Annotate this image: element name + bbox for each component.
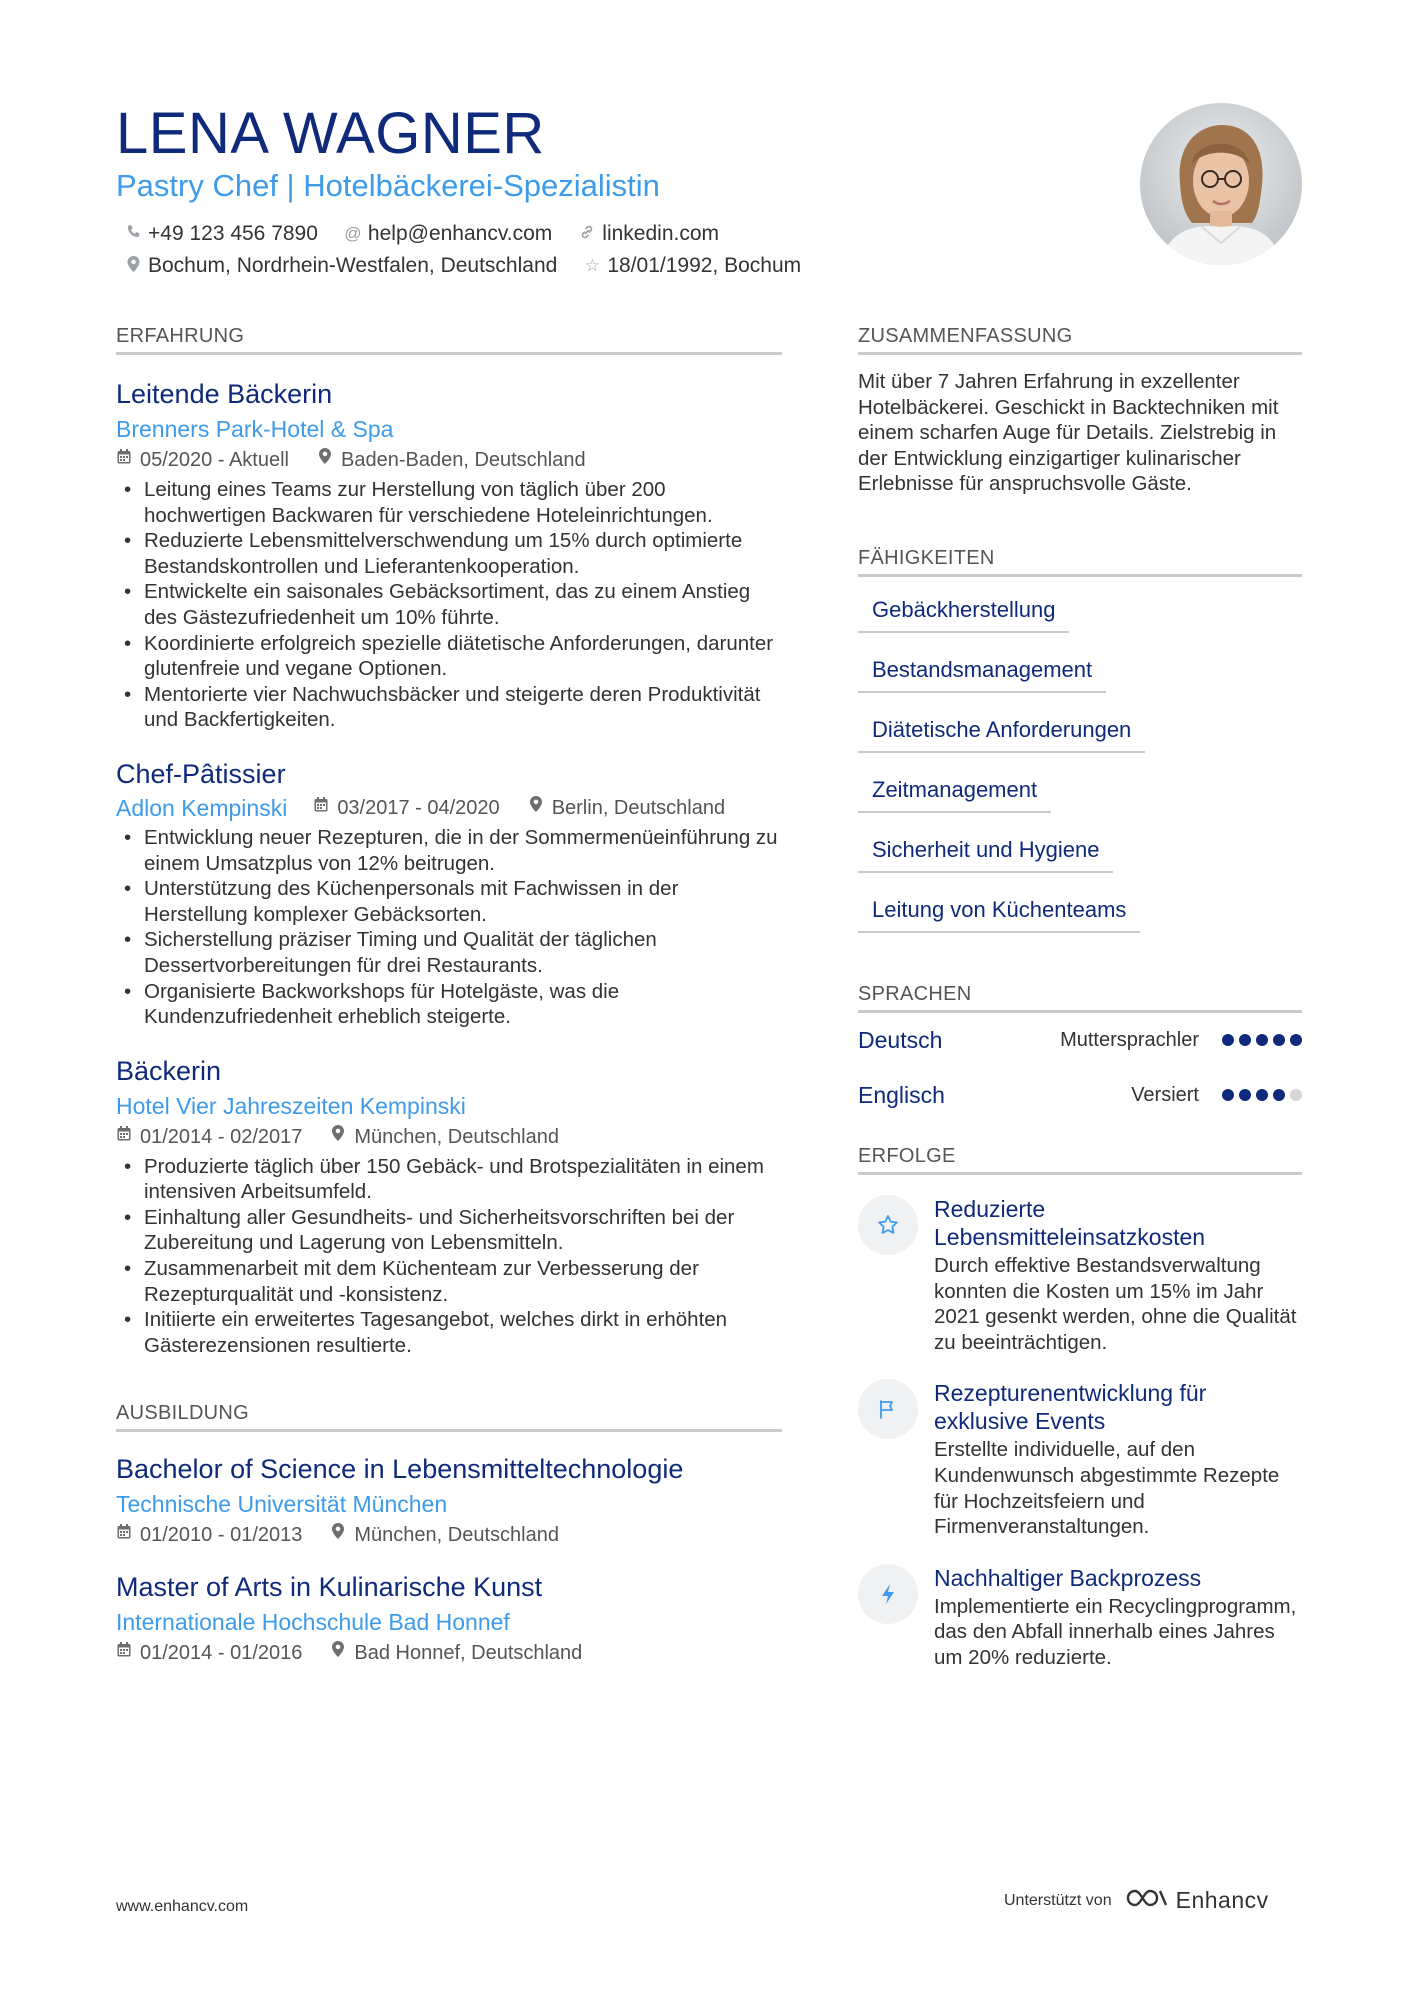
phone-text: +49 123 456 7890 <box>148 222 318 245</box>
linkedin-item[interactable] <box>578 222 719 246</box>
job-bullets <box>116 1154 782 1359</box>
education-location <box>330 1638 582 1668</box>
location-pin-icon <box>330 1638 346 1668</box>
bullet-item: • Einhaltung aller Gesundheits- und Sicherheitsvorschriften bei der Zubereitung und Lagerung von Lebensmitteln. <box>116 1205 782 1256</box>
rating-dots <box>1217 1034 1302 1046</box>
enhancv-logo-icon <box>1124 1886 1168 1915</box>
languages-heading: SPRACHEN <box>858 983 1302 1013</box>
experience-heading: ERFAHRUNG <box>116 325 782 355</box>
summary-heading: ZUSAMMENFASSUNG <box>858 325 1302 355</box>
job-meta <box>116 793 782 823</box>
job-company: Hotel Vier Jahreszeiten Kempinski <box>116 1092 466 1119</box>
bullet-item: • Unterstützung des Küchenpersonals mit Fachwissen in der Herstellung komplexer Gebäcksorten. <box>116 876 782 927</box>
bullet-item: • Reduzierte Lebensmittelverschwendung um 15% durch optimierte Bestandskontrollen und Lieferantenkooperation. <box>116 528 782 579</box>
footer-branding <box>1004 1886 1269 1915</box>
language-row <box>858 1013 1302 1068</box>
linkedin-text[interactable]: linkedin.com <box>602 222 720 245</box>
language-row <box>858 1068 1302 1123</box>
job-location-text: München, Deutschland <box>354 1125 559 1148</box>
contact-row-1 <box>124 222 745 246</box>
rating-dot-filled <box>1273 1034 1285 1046</box>
education-dates-text: 01/2010 - 01/2013 <box>140 1524 303 1547</box>
achievement-item <box>858 1195 1302 1355</box>
achievement-body <box>934 1379 1302 1539</box>
job-location <box>317 445 586 475</box>
skill-tag: Zeitmanagement <box>858 771 1051 813</box>
degree-title: Master of Arts in Kulinarische Kunst <box>116 1572 543 1603</box>
location-pin-icon <box>528 793 544 823</box>
bullet-item: • Initiierte ein erweitertes Tagesangebot, welches dirkt in erhöhten Gästerezensionen resultierte. <box>116 1307 782 1358</box>
profile-photo <box>1140 103 1302 265</box>
bullet-item: • Mentorierte vier Nachwuchsbäcker und steigerte deren Produktivität und Backfertigkeiten. <box>116 682 782 733</box>
job-meta <box>116 1122 782 1152</box>
rating-dots <box>1217 1089 1302 1101</box>
school-name: Internationale Hochschule Bad Honnef <box>116 1609 510 1636</box>
job-entry <box>116 755 782 1030</box>
bullet-item: • Sicherstellung präziser Timing und Qualität der täglichen Dessertvorbereitungen für drei Restaurants. <box>116 927 782 978</box>
job-title: Bäckerin <box>116 1055 222 1086</box>
email-text[interactable]: help@enhancv.com <box>367 222 553 245</box>
job-dates-text: 03/2017 - 04/2020 <box>337 796 500 819</box>
left-column <box>116 325 782 1668</box>
flag-icon <box>858 1379 918 1439</box>
email-item[interactable] <box>344 222 552 246</box>
education-location-text: Bad Honnef, Deutschland <box>354 1642 583 1665</box>
skill-tag: Diätetische Anforderungen <box>858 711 1145 753</box>
job-bullets <box>116 825 782 1030</box>
education-dates <box>116 1520 302 1550</box>
education-heading: AUSBILDUNG <box>116 1402 782 1432</box>
achievement-body <box>934 1564 1302 1671</box>
bullet-item: • Entwickelte ein saisonales Gebäcksortiment, das zu einem Anstieg des Gästezufriedenheit um 10% führte. <box>116 579 782 630</box>
job-title: Leitende Bäckerin <box>116 379 333 409</box>
education-meta <box>116 1638 782 1668</box>
phone-icon <box>124 224 142 244</box>
job-bullets <box>116 477 782 733</box>
degree-title: Bachelor of Science in Lebensmitteltechnologie <box>116 1454 684 1485</box>
job-dates <box>313 793 499 823</box>
footer-website[interactable]: www.enhancv.com <box>116 1898 249 1915</box>
bullet-item: • Produzierte täglich über 150 Gebäck- und Brotspezialitäten in einem intensiven Arbeitsumfeld. <box>116 1154 782 1205</box>
calendar-icon <box>313 793 329 823</box>
achievements-heading: ERFOLGE <box>858 1145 1302 1175</box>
achievement-desc: Durch effektive Bestandsverwaltung konnten die Kosten um 15% im Jahr 2021 gesenkt werden, ohne die Qualität zu beeinträchtigen. <box>934 1253 1297 1354</box>
powered-by-text: Unterstützt von <box>1004 1891 1112 1909</box>
education-meta <box>116 1520 782 1550</box>
achievement-desc: Implementierte ein Recyclingprogramm, das den Abfall innerhalb eines Jahres um 20% reduzierte. <box>934 1594 1297 1669</box>
rating-dot-filled <box>1239 1089 1251 1101</box>
achievement-title: Nachhaltiger Backprozess <box>934 1564 1202 1591</box>
job-meta <box>116 445 782 475</box>
contact-row-2 <box>124 254 827 278</box>
achievement-title: Reduzierte Lebensmitteleinsatzkosten <box>934 1195 1206 1250</box>
skill-tag: Gebäckherstellung <box>858 591 1069 633</box>
calendar-icon <box>116 1122 132 1152</box>
language-name: Deutsch <box>858 1026 943 1053</box>
job-dates <box>116 1122 302 1152</box>
rating-dot-filled <box>1239 1034 1251 1046</box>
calendar-icon <box>116 1638 132 1668</box>
achievement-body <box>934 1195 1302 1355</box>
bullet-item: • Zusammenarbeit mit dem Küchenteam zur Verbesserung der Rezepturqualität und -konsistenz. <box>116 1256 782 1307</box>
job-company: Adlon Kempinski <box>116 794 288 821</box>
rating-dot-filled <box>1256 1034 1268 1046</box>
bullet-item: • Koordinierte erfolgreich spezielle diätetische Anforderungen, darunter glutenfreie und vegane Optionen. <box>116 631 782 682</box>
job-dates-text: 05/2020 - Aktuell <box>140 449 289 471</box>
phone-item <box>124 222 318 246</box>
candidate-title: Pastry Chef | Hotelbäckerei-Spezialistin <box>116 168 660 203</box>
achievement-title: Rezepturenentwicklung für exklusive Events <box>934 1380 1207 1435</box>
job-entry <box>116 375 782 733</box>
education-dates <box>116 1638 302 1668</box>
job-title: Chef-Pâtissier <box>116 758 286 789</box>
language-proficiency <box>1060 1029 1302 1052</box>
job-location-text: Berlin, Deutschland <box>551 796 726 819</box>
skills-heading: FÄHIGKEITEN <box>858 547 1302 577</box>
brand-name[interactable]: Enhancv <box>1175 1887 1269 1913</box>
rating-dot-filled <box>1273 1089 1285 1101</box>
language-proficiency <box>1131 1084 1302 1107</box>
job-location <box>528 793 725 823</box>
location-text: Bochum, Nordrhein-Westfalen, Deutschland <box>148 254 558 277</box>
right-column <box>858 325 1302 1671</box>
rating-dot-empty <box>1290 1089 1302 1101</box>
location-item <box>124 254 557 278</box>
job-dates-text: 01/2014 - 02/2017 <box>140 1125 303 1148</box>
location-pin-icon <box>330 1520 346 1550</box>
link-icon <box>578 224 596 245</box>
school-name: Technische Universität München <box>116 1491 448 1518</box>
skill-tag: Leitung von Küchenteams <box>858 891 1140 933</box>
birth-text: 18/01/1992, Bochum <box>607 254 802 277</box>
job-location-text: Baden-Baden, Deutschland <box>341 449 586 471</box>
education-dates-text: 01/2014 - 01/2016 <box>140 1642 303 1665</box>
language-level: Versiert <box>1131 1083 1199 1106</box>
bullet-item: • Organisierte Backworkshops für Hotelgäste, was die Kundenzufriedenheit erheblich steigerte. <box>116 979 782 1030</box>
at-icon: @ <box>344 224 362 243</box>
language-level: Muttersprachler <box>1060 1028 1199 1051</box>
job-company: Brenners Park-Hotel & Spa <box>116 416 394 442</box>
rating-dot-filled <box>1222 1089 1234 1101</box>
calendar-icon <box>116 445 132 475</box>
achievement-desc: Erstellte individuelle, auf den Kundenwunsch abgestimmte Rezepte für Hochzeitsfeiern und Firmenveranstaltungen. <box>934 1438 1280 1539</box>
skill-tag: Sicherheit und Hygiene <box>858 831 1113 873</box>
rating-dot-filled <box>1290 1034 1302 1046</box>
rating-dot-filled <box>1222 1034 1234 1046</box>
bullet-item: • Leitung eines Teams zur Herstellung von täglich über 200 hochwertigen Backwaren für verschiedene Hoteleinrichtungen. <box>116 477 782 528</box>
location-pin-icon <box>317 445 333 475</box>
bullet-item: • Entwicklung neuer Rezepturen, die in der Sommermenüeinführung zu einem Umsatzplus von 12% beitrugen. <box>116 825 782 876</box>
birth-item <box>583 254 801 278</box>
star-icon <box>858 1195 918 1255</box>
education-location <box>330 1520 559 1550</box>
rating-dot-filled <box>1256 1089 1268 1101</box>
achievement-item <box>858 1379 1302 1539</box>
star-outline-icon: ☆ <box>584 256 600 275</box>
summary-text: Mit über 7 Jahren Erfahrung in exzellenter Hotelbäckerei. Geschickt in Backtechniken mit einem scharfen Auge für Details. Zielstrebig in der Entwicklung einzigartiger kulinarischer Erlebnisse für anspruchsvolle Gäste. <box>858 370 1279 496</box>
candidate-name: LENA WAGNER <box>116 101 545 166</box>
job-entry <box>116 1052 782 1359</box>
skill-tag: Bestandsmanagement <box>858 651 1106 693</box>
bolt-icon <box>858 1564 918 1624</box>
education-entry <box>116 1450 782 1550</box>
skills-list <box>858 591 1302 951</box>
education-entry <box>116 1568 782 1668</box>
job-location <box>330 1122 559 1152</box>
location-pin-icon <box>124 256 142 277</box>
calendar-icon <box>116 1520 132 1550</box>
language-name: Englisch <box>858 1081 945 1108</box>
education-location-text: München, Deutschland <box>354 1524 559 1547</box>
achievement-item <box>858 1564 1302 1671</box>
job-dates <box>116 445 289 475</box>
location-pin-icon <box>330 1122 346 1152</box>
